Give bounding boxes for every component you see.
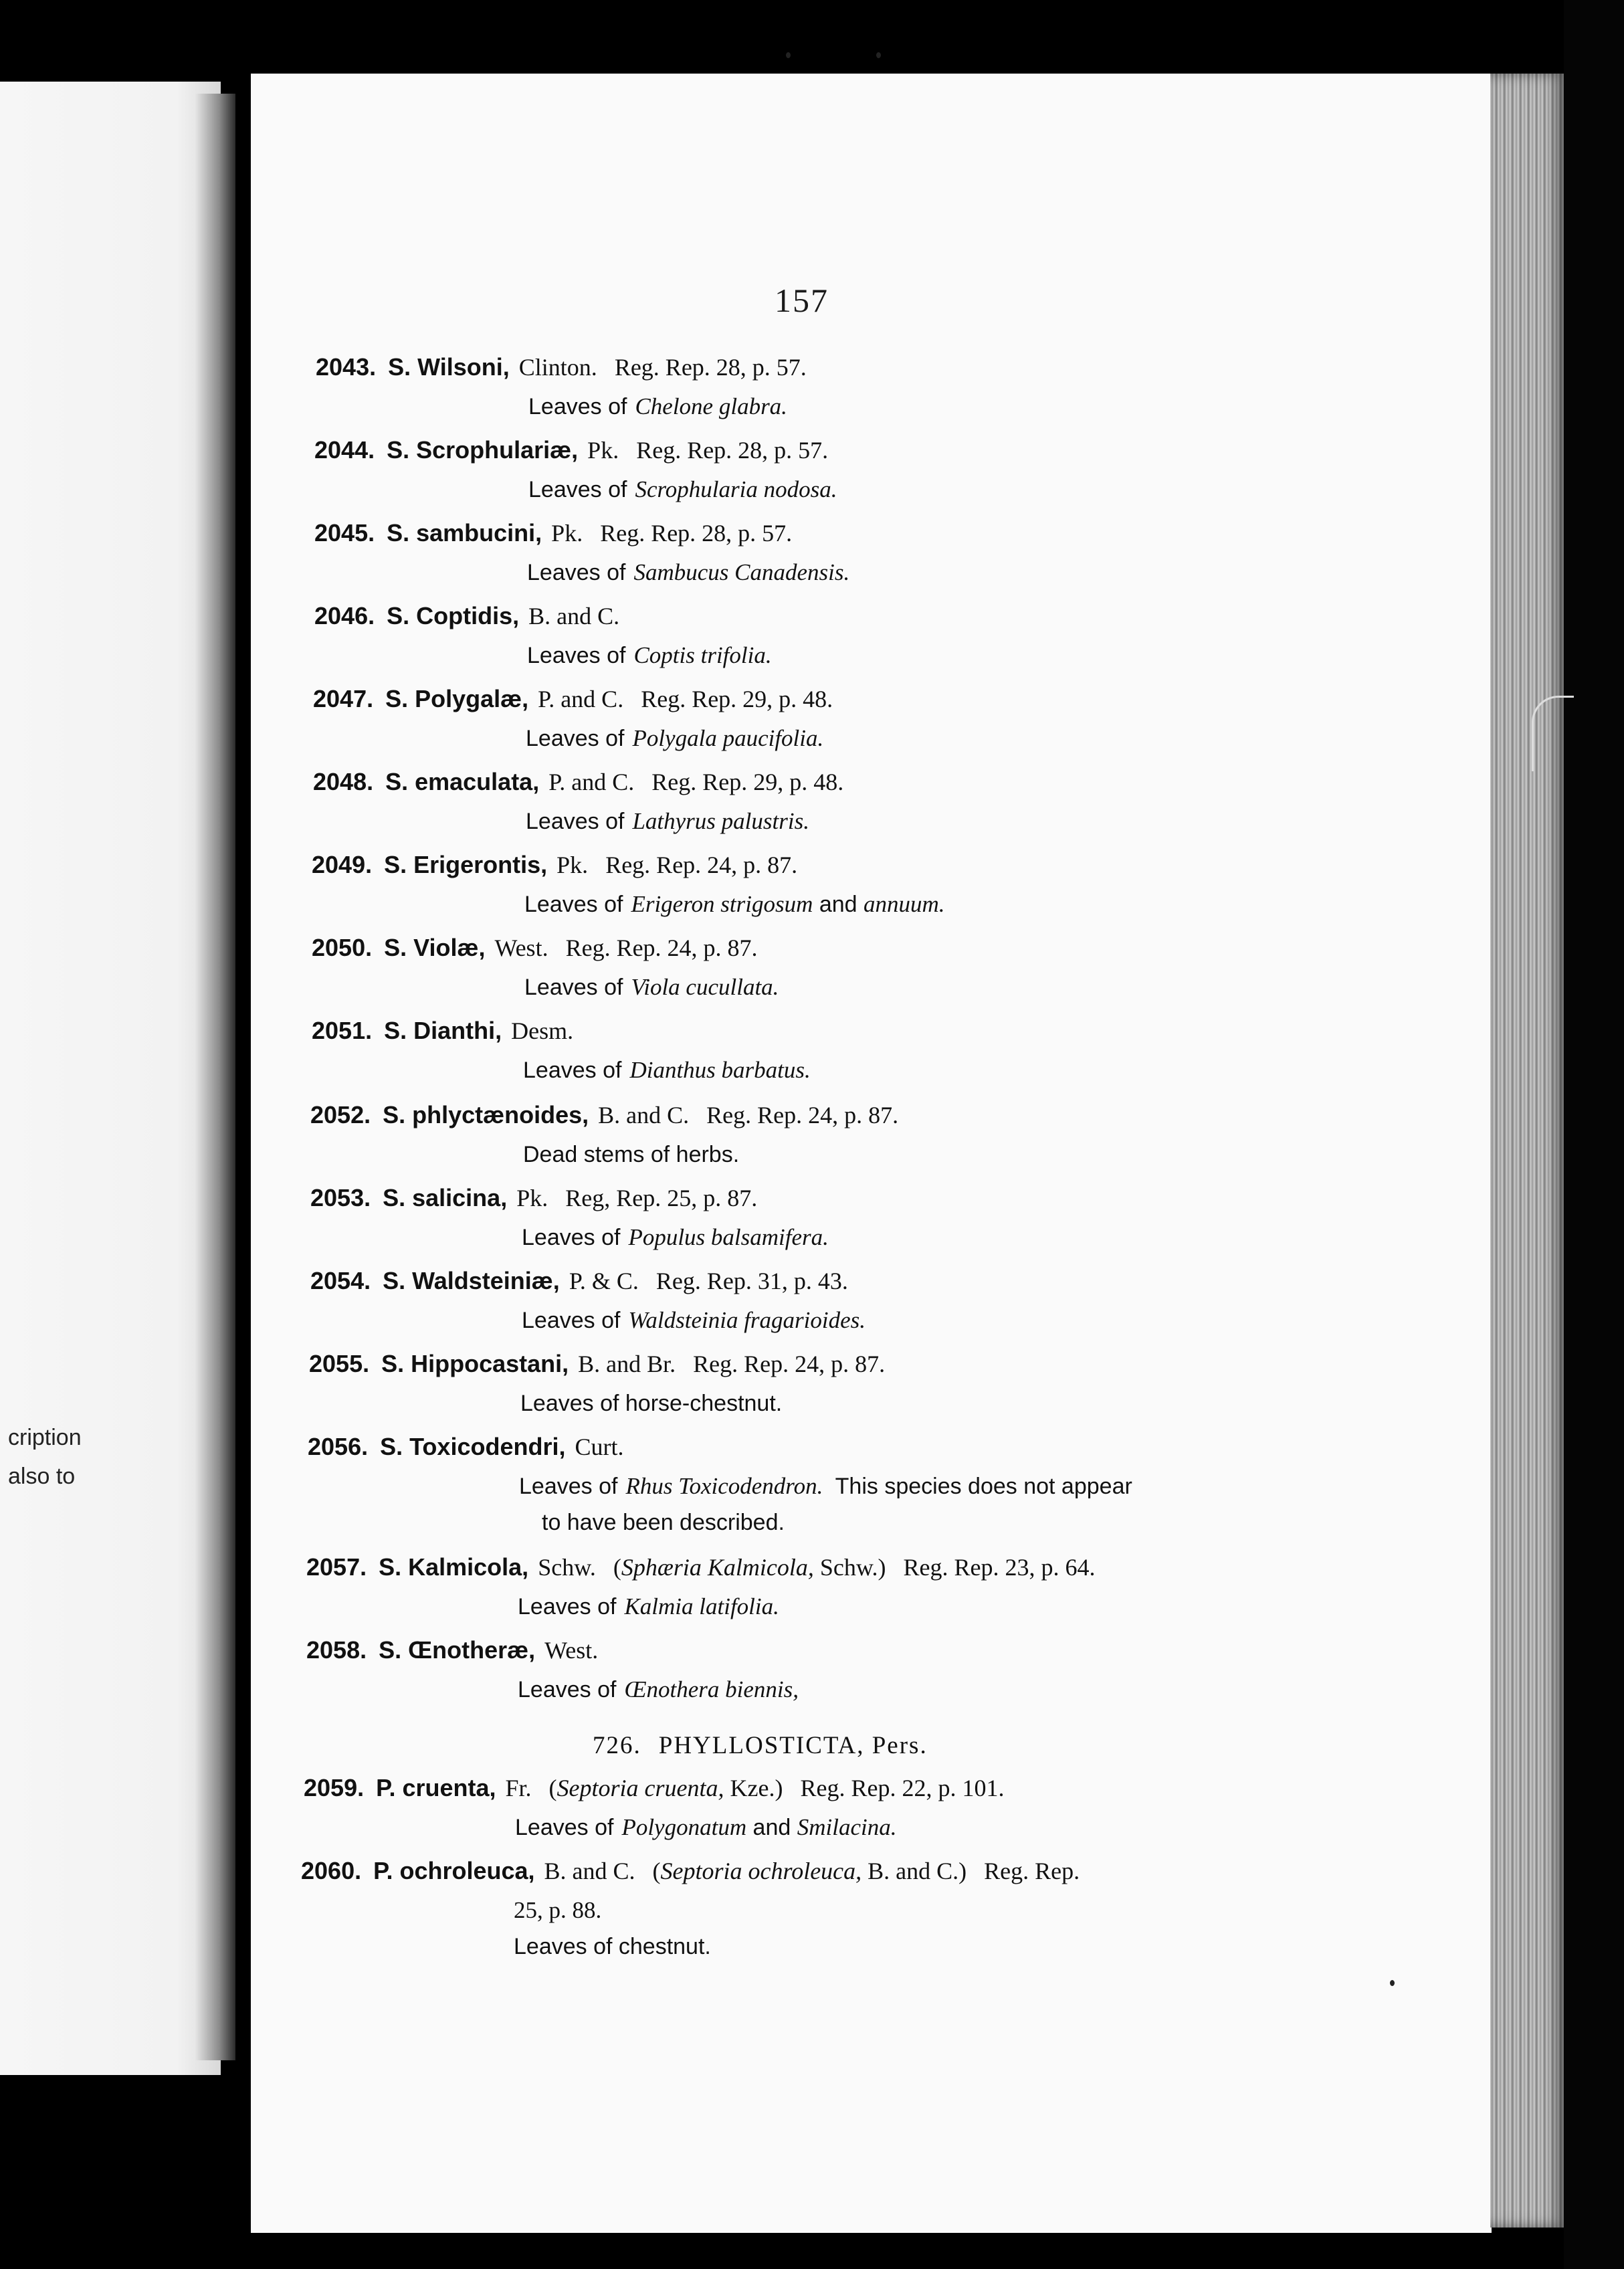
left-gutter-shadow	[195, 94, 235, 2060]
entry-description	[519, 1473, 1132, 1500]
entry-genus: S.	[384, 934, 407, 961]
entry-species: Coptidis,	[416, 602, 520, 629]
entry-reference: Reg. Rep. 22, p. 101.	[800, 1775, 1005, 1801]
entry-author: Desm.	[511, 1017, 574, 1044]
entry-line	[310, 1101, 898, 1129]
entry-reference: Reg. Rep. 24, p. 87.	[706, 1102, 899, 1128]
entry-author: P. & C.	[569, 1268, 639, 1294]
description-text: to have been described.	[542, 1510, 785, 1535]
synonym-author: Kze.)	[724, 1775, 783, 1801]
entry-genus: S.	[387, 602, 410, 629]
entry-line	[306, 1553, 1096, 1581]
entry-description	[526, 808, 809, 835]
entry-description	[520, 1390, 790, 1417]
entry-reference: Reg. Rep. 24, p. 87.	[693, 1351, 886, 1377]
entry-description	[523, 1057, 811, 1084]
description-text: Dead stems of herbs.	[523, 1142, 740, 1167]
entry-line	[309, 1350, 885, 1378]
page-edges	[1490, 74, 1564, 2228]
entry-species: sambucini,	[416, 519, 542, 547]
entry-species: Erigerontis,	[413, 851, 548, 878]
entry-number: 2046.	[314, 602, 375, 629]
entry-line	[301, 1857, 1080, 1885]
entry-description	[524, 974, 779, 1001]
description-text: Leaves of horse-chestnut.	[520, 1391, 783, 1416]
right-background	[1564, 0, 1624, 2269]
description-text: This species does not appear	[823, 1474, 1132, 1499]
entry-number: 2055.	[309, 1350, 370, 1377]
section-number: 726.	[593, 1732, 641, 1759]
synonym-name: Septoria cruenta,	[556, 1775, 724, 1801]
section-title: PHYLLOSTICTA, Pers.	[658, 1732, 928, 1759]
entry-description	[522, 1307, 866, 1334]
entry-genus: S.	[387, 519, 410, 547]
speck	[876, 52, 881, 58]
left-page-fragment: cription	[8, 1425, 82, 1450]
entry-author: Curt.	[575, 1434, 624, 1460]
entry-species: Kalmicola,	[408, 1553, 529, 1581]
synonym-name: Septoria ochroleuca,	[660, 1858, 862, 1884]
entry-author: B. and C.	[544, 1858, 635, 1884]
left-page-fragment: also to	[8, 1464, 76, 1489]
synonym-author: Schw.)	[813, 1554, 886, 1581]
entry-genus: S.	[379, 1553, 402, 1581]
entry-author: Fr.	[505, 1775, 532, 1801]
margin-mark	[1532, 696, 1574, 771]
entry-reference: Reg. Rep. 28, p. 57.	[636, 437, 829, 464]
entry-reference: Reg. Rep. 31, p. 43.	[655, 1268, 848, 1294]
entry-genus: S.	[384, 851, 407, 878]
entry-species: Toxicodendri,	[409, 1433, 566, 1460]
entry-reference: Reg. Rep. 24, p. 87.	[565, 934, 758, 961]
description-text: Leaves of	[518, 1677, 617, 1702]
description-text: Leaves of	[522, 1225, 621, 1250]
entry-genus: S.	[383, 1101, 406, 1128]
entry-number: 2051.	[312, 1017, 373, 1044]
book-page	[251, 74, 1492, 2233]
entry-line	[310, 1267, 848, 1295]
entry-line	[313, 768, 843, 796]
entry-genus: S.	[381, 1350, 405, 1377]
entry-author: B. and Br.	[578, 1351, 676, 1377]
description-text: Leaves of chestnut.	[514, 1934, 711, 1959]
description-text: and	[746, 1815, 797, 1840]
entry-reference: Reg. Rep.	[984, 1858, 1080, 1884]
section-heading	[593, 1731, 928, 1760]
entry-number: 2054.	[310, 1267, 371, 1294]
description-text: Leaves of	[527, 643, 626, 668]
entry-number: 2049.	[312, 851, 373, 878]
entry-reference: Reg, Rep. 25, p. 87.	[565, 1185, 758, 1211]
host-name: Dianthus barbatus.	[629, 1057, 811, 1083]
host-name: Lathyrus palustris.	[632, 808, 809, 834]
description-text: Leaves of	[519, 1474, 618, 1499]
entry-number: 2048.	[313, 768, 374, 795]
entry-line	[314, 436, 828, 464]
entry-line	[312, 934, 758, 962]
entry-author: B. and C.	[528, 603, 620, 629]
description-text: Leaves of	[522, 1308, 621, 1333]
entry-number: 2053.	[310, 1184, 371, 1211]
entry-author: B. and C.	[598, 1102, 690, 1128]
entry-line	[306, 1636, 615, 1664]
synonym-author: B. and C.)	[861, 1858, 967, 1884]
left-page	[0, 82, 221, 2075]
host-name: Erigeron strigosum	[631, 891, 813, 917]
description-text: Leaves of	[528, 477, 627, 502]
entry-author: Pk.	[587, 437, 619, 464]
entry-genus: S.	[383, 1267, 406, 1294]
entry-description	[514, 1933, 719, 1960]
entry-line	[314, 519, 792, 547]
entry-line	[312, 1017, 591, 1045]
entry-author: Schw.	[538, 1554, 596, 1581]
entry-description	[518, 1593, 779, 1620]
entry-author: Pk.	[556, 852, 589, 878]
entry-species: Hippocastani,	[411, 1350, 569, 1377]
entry-line	[312, 851, 797, 879]
entry-species: Violæ,	[413, 934, 486, 961]
description-text: and	[813, 892, 864, 917]
entry-reference: Reg. Rep. 28, p. 57.	[600, 520, 793, 547]
entry-number: 2057.	[306, 1553, 367, 1581]
entry-species: Wilsoni,	[417, 353, 510, 381]
host-name: Coptis trifolia.	[633, 642, 772, 668]
entry-genus: S.	[385, 768, 409, 795]
entry-description	[522, 1224, 829, 1251]
speck	[1390, 1980, 1395, 1986]
entry-number: 2052.	[310, 1101, 371, 1128]
entry-author: West.	[544, 1637, 599, 1664]
entry-number: 2044.	[314, 436, 375, 464]
entry-author: Clinton.	[518, 354, 597, 381]
entry-author: Pk.	[516, 1185, 548, 1211]
entry-number: 2047.	[313, 685, 374, 712]
entry-author: P. and C.	[538, 686, 624, 712]
page-number: 157	[775, 282, 829, 319]
description-text: Leaves of	[523, 1058, 622, 1083]
entry-description-continued	[542, 1509, 785, 1536]
entry-line	[316, 353, 807, 381]
host-name: Populus balsamifera.	[628, 1224, 829, 1250]
entry-genus: P.	[376, 1774, 396, 1801]
entry-reference: Reg. Rep. 28, p. 57.	[614, 354, 807, 381]
entry-number: 2060.	[301, 1857, 362, 1884]
host-name: Polygala paucifolia.	[632, 725, 824, 751]
entry-species: Polygalæ,	[415, 685, 529, 712]
entry-species: emaculata,	[415, 768, 540, 795]
entry-line	[304, 1774, 1004, 1802]
entry-description	[528, 393, 787, 420]
entry-number: 2043.	[316, 353, 377, 381]
synonym-open: (	[613, 1554, 621, 1581]
description-text: Leaves of	[524, 975, 623, 1000]
entry-species: Waldsteiniæ,	[412, 1267, 560, 1294]
host-name: Sambucus Canadensis.	[633, 559, 850, 585]
host-name: Polygonatum	[621, 1814, 747, 1840]
entry-species: Scrophulariæ,	[416, 436, 579, 464]
entry-genus: S.	[383, 1184, 406, 1211]
entry-species: phlyctænoides,	[412, 1101, 589, 1128]
host-name: Viola cucullata.	[631, 974, 779, 1000]
entry-species: salicina,	[412, 1184, 508, 1211]
entry-description	[528, 476, 837, 503]
host-name: annuum.	[864, 891, 945, 917]
synonym-name: Sphæria Kalmicola,	[621, 1554, 814, 1581]
entry-genus: S.	[385, 685, 409, 712]
entry-description	[518, 1676, 799, 1703]
host-name: Scrophularia nodosa.	[635, 476, 837, 502]
entry-author: Pk.	[551, 520, 583, 547]
description-text: Leaves of	[515, 1815, 614, 1840]
entry-genus: S.	[388, 353, 411, 381]
description-text: Leaves of	[528, 394, 627, 419]
host-name: Rhus Toxicodendron.	[625, 1473, 823, 1499]
speck	[786, 52, 791, 58]
entry-description	[524, 891, 945, 918]
entry-description	[527, 559, 849, 586]
host-name: Œnothera biennis,	[624, 1676, 799, 1702]
entry-author: P. and C.	[548, 769, 635, 795]
entry-number: 2059.	[304, 1774, 365, 1801]
entry-description	[527, 642, 772, 669]
entry-genus: S.	[380, 1433, 403, 1460]
entry-species: Dianthi,	[413, 1017, 502, 1044]
entry-line	[314, 602, 637, 630]
host-name: Waldsteinia fragarioides.	[628, 1307, 866, 1333]
entry-line	[308, 1433, 641, 1461]
host-name: Kalmia latifolia.	[624, 1593, 779, 1619]
entry-genus: S.	[379, 1636, 402, 1664]
description-text: Leaves of	[526, 809, 625, 834]
entry-species: cruenta,	[402, 1774, 496, 1801]
entry-number: 2058.	[306, 1636, 367, 1664]
entry-line	[310, 1184, 757, 1212]
entry-genus: S.	[384, 1017, 407, 1044]
synonym-open: (	[548, 1775, 557, 1801]
description-text: Leaves of	[518, 1594, 617, 1619]
entry-genus: S.	[387, 436, 410, 464]
host-name: Smilacina.	[797, 1814, 897, 1840]
entry-reference: Reg. Rep. 24, p. 87.	[605, 852, 798, 878]
entry-number: 2045.	[314, 519, 375, 547]
entry-description	[526, 725, 823, 752]
entry-species: Œnotheræ,	[408, 1636, 536, 1664]
entry-author: West.	[494, 934, 548, 961]
entry-reference: Reg. Rep. 29, p. 48.	[651, 769, 844, 795]
entry-reference-continued	[514, 1897, 601, 1924]
entry-reference: Reg. Rep. 29, p. 48.	[641, 686, 833, 712]
host-name: Chelone glabra.	[635, 393, 787, 419]
entry-line	[313, 685, 833, 713]
description-text: Leaves of	[526, 726, 625, 751]
entry-genus: P.	[373, 1857, 393, 1884]
entry-description	[523, 1141, 747, 1168]
entry-number: 2050.	[312, 934, 373, 961]
entry-species: ochroleuca,	[399, 1857, 535, 1884]
description-text: Leaves of	[524, 892, 623, 917]
entry-description	[515, 1814, 896, 1841]
synonym-open: (	[652, 1858, 661, 1884]
description-text: Leaves of	[527, 560, 626, 585]
entry-number: 2056.	[308, 1433, 369, 1460]
entry-reference: Reg. Rep. 23, p. 64.	[903, 1554, 1096, 1581]
reference-continued: 25, p. 88.	[514, 1897, 602, 1923]
